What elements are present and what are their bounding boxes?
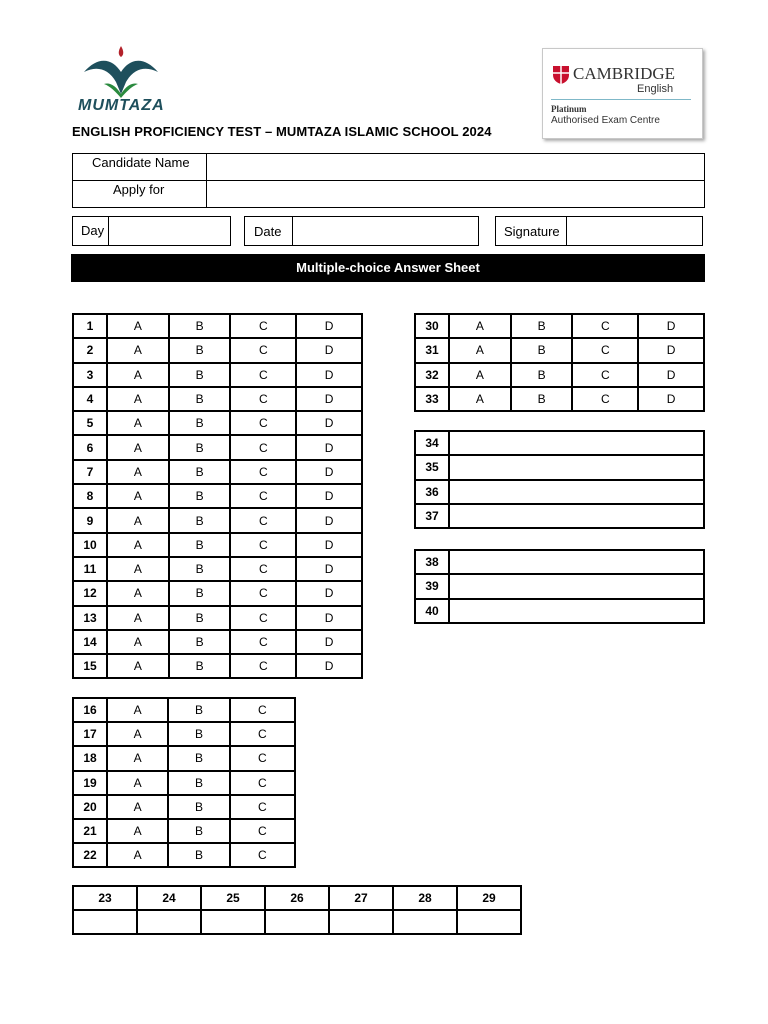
signature-label: Signature <box>504 224 560 239</box>
question-number: 5 <box>73 411 107 435</box>
option-a-bubble[interactable]: A <box>107 460 169 484</box>
question-row <box>415 387 704 411</box>
option-d-bubble[interactable]: D <box>296 314 362 338</box>
option-a-bubble[interactable]: A <box>107 746 168 770</box>
option-c-bubble[interactable]: C <box>230 338 296 362</box>
option-a-bubble[interactable]: A <box>449 338 511 362</box>
question-row <box>415 550 704 574</box>
option-d-bubble[interactable]: D <box>638 314 704 338</box>
question-number: 28 <box>393 886 457 910</box>
question-row <box>73 435 362 459</box>
question-number: 1 <box>73 314 107 338</box>
option-b-bubble[interactable]: B <box>169 557 231 581</box>
option-a-bubble[interactable]: A <box>107 387 169 411</box>
option-d-bubble[interactable]: D <box>296 363 362 387</box>
question-number: 29 <box>457 886 521 910</box>
option-b-bubble[interactable]: B <box>169 654 231 678</box>
answer-field[interactable] <box>201 910 265 934</box>
signature-field[interactable] <box>567 217 702 245</box>
option-a-bubble[interactable]: A <box>107 363 169 387</box>
option-c-bubble[interactable]: C <box>230 484 296 508</box>
option-a-bubble[interactable]: A <box>107 843 168 867</box>
option-d-bubble[interactable]: D <box>296 508 362 532</box>
answers-34-37 <box>414 430 705 529</box>
option-b-bubble[interactable]: B <box>169 630 231 654</box>
question-row <box>73 484 362 508</box>
option-c-bubble[interactable]: C <box>572 387 638 411</box>
answers-30-33 <box>414 313 705 412</box>
answer-field[interactable] <box>73 910 137 934</box>
option-c-bubble[interactable]: C <box>230 698 295 722</box>
question-number: 30 <box>415 314 449 338</box>
option-a-bubble[interactable]: A <box>107 411 169 435</box>
answer-field[interactable] <box>329 910 393 934</box>
option-d-bubble[interactable]: D <box>296 338 362 362</box>
question-row <box>415 314 704 338</box>
question-number: 10 <box>73 533 107 557</box>
question-row <box>73 654 362 678</box>
option-a-bubble[interactable]: A <box>449 363 511 387</box>
question-number: 9 <box>73 508 107 532</box>
question-row <box>415 338 704 362</box>
answer-field[interactable] <box>449 504 704 528</box>
option-c-bubble[interactable]: C <box>230 795 295 819</box>
option-b-bubble[interactable]: B <box>169 508 231 532</box>
option-d-bubble[interactable]: D <box>296 630 362 654</box>
answer-field[interactable] <box>457 910 521 934</box>
question-row <box>73 630 362 654</box>
question-number: 38 <box>415 550 449 574</box>
cambridge-centre: Authorised Exam Centre <box>551 115 660 126</box>
question-number: 20 <box>73 795 107 819</box>
question-row <box>415 574 704 598</box>
question-number: 37 <box>415 504 449 528</box>
answer-field[interactable] <box>449 455 704 479</box>
option-c-bubble[interactable]: C <box>230 581 296 605</box>
question-number: 25 <box>201 886 265 910</box>
question-row <box>73 819 295 843</box>
option-d-bubble[interactable]: D <box>296 411 362 435</box>
option-a-bubble[interactable]: A <box>107 630 169 654</box>
option-b-bubble[interactable]: B <box>169 411 231 435</box>
option-b-bubble[interactable]: B <box>168 746 229 770</box>
question-number: 3 <box>73 363 107 387</box>
apply-for-label: Apply for <box>113 182 165 197</box>
option-d-bubble[interactable]: D <box>296 606 362 630</box>
option-a-bubble[interactable]: A <box>107 698 168 722</box>
question-row <box>73 581 362 605</box>
option-b-bubble[interactable]: B <box>168 698 229 722</box>
option-d-bubble[interactable]: D <box>638 387 704 411</box>
option-c-bubble[interactable]: C <box>572 314 638 338</box>
option-c-bubble[interactable]: C <box>230 606 296 630</box>
option-b-bubble[interactable]: B <box>168 722 229 746</box>
question-row <box>73 533 362 557</box>
answer-row <box>73 910 521 934</box>
question-row <box>415 480 704 504</box>
question-row <box>415 504 704 528</box>
option-a-bubble[interactable]: A <box>107 508 169 532</box>
question-number-row <box>73 886 521 910</box>
question-number: 22 <box>73 843 107 867</box>
option-d-bubble[interactable]: D <box>296 557 362 581</box>
answer-field[interactable] <box>449 431 704 455</box>
question-row <box>73 314 362 338</box>
question-row <box>73 508 362 532</box>
question-row <box>73 387 362 411</box>
question-number: 12 <box>73 581 107 605</box>
answers-23-29 <box>72 885 522 935</box>
option-b-bubble[interactable]: B <box>168 795 229 819</box>
option-d-bubble[interactable]: D <box>296 460 362 484</box>
logo-text: MUMTAZA <box>78 97 165 114</box>
option-c-bubble[interactable]: C <box>230 435 296 459</box>
option-d-bubble[interactable]: D <box>638 363 704 387</box>
answer-field[interactable] <box>265 910 329 934</box>
question-number: 19 <box>73 771 107 795</box>
option-b-bubble[interactable]: B <box>511 314 573 338</box>
answer-sheet-banner: Multiple-choice Answer Sheet <box>71 254 705 282</box>
option-a-bubble[interactable]: A <box>107 435 169 459</box>
question-number: 24 <box>137 886 201 910</box>
answers-38-40-body <box>415 550 704 623</box>
option-b-bubble[interactable]: B <box>511 363 573 387</box>
option-c-bubble[interactable]: C <box>230 843 295 867</box>
answers-16-22-body <box>73 698 295 867</box>
question-number: 35 <box>415 455 449 479</box>
option-a-bubble[interactable]: A <box>107 581 169 605</box>
option-b-bubble[interactable]: B <box>169 460 231 484</box>
question-number: 32 <box>415 363 449 387</box>
question-row <box>73 771 295 795</box>
option-c-bubble[interactable]: C <box>230 508 296 532</box>
option-c-bubble[interactable]: C <box>230 771 295 795</box>
question-number: 14 <box>73 630 107 654</box>
cambridge-sub: English <box>637 83 674 95</box>
question-row <box>73 722 295 746</box>
question-number: 39 <box>415 574 449 598</box>
answer-field[interactable] <box>137 910 201 934</box>
question-row <box>73 746 295 770</box>
question-row <box>415 599 704 623</box>
option-c-bubble[interactable]: C <box>230 314 296 338</box>
question-row <box>415 363 704 387</box>
option-c-bubble[interactable]: C <box>572 363 638 387</box>
question-number: 26 <box>265 886 329 910</box>
answer-field[interactable] <box>449 550 704 574</box>
cambridge-badge <box>542 48 703 139</box>
option-c-bubble[interactable]: C <box>230 460 296 484</box>
question-number: 33 <box>415 387 449 411</box>
question-number: 23 <box>73 886 137 910</box>
cambridge-name: CAMBRIDGE <box>573 64 676 83</box>
question-number: 34 <box>415 431 449 455</box>
question-number: 27 <box>329 886 393 910</box>
option-b-bubble[interactable]: B <box>169 314 231 338</box>
answers-38-40 <box>414 549 705 624</box>
option-b-bubble[interactable]: B <box>169 606 231 630</box>
question-number: 17 <box>73 722 107 746</box>
question-number: 8 <box>73 484 107 508</box>
answers-23-29-body <box>73 886 521 934</box>
option-c-bubble[interactable]: C <box>230 557 296 581</box>
option-d-bubble[interactable]: D <box>296 435 362 459</box>
option-a-bubble[interactable]: A <box>107 795 168 819</box>
option-b-bubble[interactable]: B <box>169 338 231 362</box>
question-number: 6 <box>73 435 107 459</box>
question-row <box>415 455 704 479</box>
question-number: 36 <box>415 480 449 504</box>
question-number: 40 <box>415 599 449 623</box>
day-label: Day <box>81 223 105 238</box>
question-row <box>73 411 362 435</box>
option-c-bubble[interactable]: C <box>230 387 296 411</box>
question-number: 13 <box>73 606 107 630</box>
option-c-bubble[interactable]: C <box>230 630 296 654</box>
question-number: 18 <box>73 746 107 770</box>
question-number: 16 <box>73 698 107 722</box>
question-row <box>73 338 362 362</box>
option-b-bubble[interactable]: B <box>169 533 231 557</box>
question-row <box>73 843 295 867</box>
option-a-bubble[interactable]: A <box>107 819 168 843</box>
cambridge-tier: Platinum <box>551 104 587 114</box>
option-a-bubble[interactable]: A <box>107 314 169 338</box>
option-c-bubble[interactable]: C <box>230 746 295 770</box>
option-d-bubble[interactable]: D <box>296 654 362 678</box>
answer-field[interactable] <box>449 480 704 504</box>
answer-field[interactable] <box>393 910 457 934</box>
option-b-bubble[interactable]: B <box>511 387 573 411</box>
option-b-bubble[interactable]: B <box>168 819 229 843</box>
option-d-bubble[interactable]: D <box>296 581 362 605</box>
answers-1-15 <box>72 313 363 679</box>
option-b-bubble[interactable]: B <box>169 484 231 508</box>
option-b-bubble[interactable]: B <box>168 771 229 795</box>
option-c-bubble[interactable]: C <box>230 533 296 557</box>
question-row <box>73 460 362 484</box>
mumtaza-logo <box>78 42 164 114</box>
question-row <box>73 363 362 387</box>
candidate-name-field[interactable] <box>207 154 704 180</box>
answers-34-37-body <box>415 431 704 528</box>
question-row <box>73 698 295 722</box>
option-b-bubble[interactable]: B <box>169 435 231 459</box>
answers-1-15-body <box>73 314 362 678</box>
page-title: ENGLISH PROFICIENCY TEST – MUMTAZA ISLAMIC SCHOOL 2024 <box>72 124 492 139</box>
option-b-bubble[interactable]: B <box>169 387 231 411</box>
option-a-bubble[interactable]: A <box>107 771 168 795</box>
question-number: 15 <box>73 654 107 678</box>
option-c-bubble[interactable]: C <box>230 363 296 387</box>
option-a-bubble[interactable]: A <box>107 338 169 362</box>
option-a-bubble[interactable]: A <box>449 314 511 338</box>
question-number: 21 <box>73 819 107 843</box>
option-c-bubble[interactable]: C <box>230 722 295 746</box>
logo-bird-icon <box>78 42 164 98</box>
question-row <box>415 431 704 455</box>
option-a-bubble[interactable]: A <box>449 387 511 411</box>
option-a-bubble[interactable]: A <box>107 557 169 581</box>
candidate-name-label: Candidate Name <box>92 155 190 170</box>
answer-field[interactable] <box>449 574 704 598</box>
answers-30-33-body <box>415 314 704 411</box>
question-row <box>73 557 362 581</box>
question-number: 11 <box>73 557 107 581</box>
apply-for-field[interactable] <box>207 181 704 207</box>
option-a-bubble[interactable]: A <box>107 654 169 678</box>
answers-16-22 <box>72 697 296 868</box>
option-b-bubble[interactable]: B <box>169 581 231 605</box>
option-a-bubble[interactable]: A <box>107 606 169 630</box>
option-c-bubble[interactable]: C <box>230 411 296 435</box>
date-field[interactable] <box>293 217 478 245</box>
option-b-bubble[interactable]: B <box>511 338 573 362</box>
date-label: Date <box>254 224 282 239</box>
question-number: 7 <box>73 460 107 484</box>
option-a-bubble[interactable]: A <box>107 533 169 557</box>
question-row <box>73 606 362 630</box>
option-d-bubble[interactable]: D <box>296 533 362 557</box>
option-a-bubble[interactable]: A <box>107 722 168 746</box>
question-number: 2 <box>73 338 107 362</box>
option-b-bubble[interactable]: B <box>168 843 229 867</box>
cambridge-divider <box>551 99 691 100</box>
option-c-bubble[interactable]: C <box>572 338 638 362</box>
day-field[interactable] <box>109 217 230 245</box>
option-d-bubble[interactable]: D <box>638 338 704 362</box>
option-d-bubble[interactable]: D <box>296 387 362 411</box>
option-b-bubble[interactable]: B <box>169 363 231 387</box>
option-a-bubble[interactable]: A <box>107 484 169 508</box>
question-number: 4 <box>73 387 107 411</box>
question-number: 31 <box>415 338 449 362</box>
option-c-bubble[interactable]: C <box>230 819 295 843</box>
cambridge-shield-icon <box>552 65 570 85</box>
option-d-bubble[interactable]: D <box>296 484 362 508</box>
option-c-bubble[interactable]: C <box>230 654 296 678</box>
answer-field[interactable] <box>449 599 704 623</box>
question-row <box>73 795 295 819</box>
